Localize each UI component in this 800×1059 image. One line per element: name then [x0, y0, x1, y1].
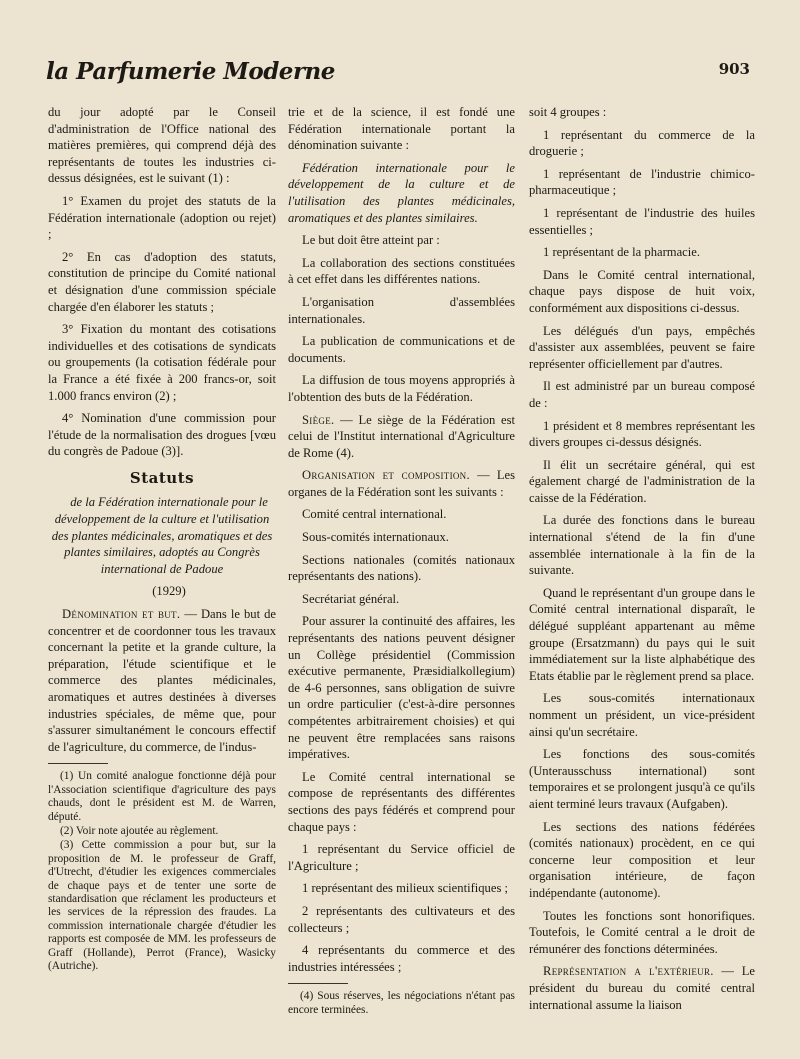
column-2: [288, 104, 515, 1018]
paragraph-text: — Dans le but de concentrer et de coordonner tous les travaux concernant la petite et la grande culture, la préparation, l'étude scientifique et le commerce des plantes médicinales, aromatiques et autres destinées à diverses industries spéciales, de même que, pour s'assurer simultanément le concours effectif de l'agriculture, du commerce, de l'indus-: [48, 607, 276, 754]
paragraph: Quand le représentant d'un groupe dans le Comité central international disparaît, le délégué suppléant appartenant au même groupe (Ersatzmann) du pays qui le suit immédiatement sur la liste alphabétique des Etats établie par le règlement prend sa place.: [529, 585, 755, 683]
paragraph: 1 représentant du Service officiel de l'Agriculture ;: [288, 842, 515, 873]
section-subtitle: de la Fédération internationale pour le développement de la culture et l'utilisation des plantes médicinales, aromatiques et des plantes similaires, adoptés au Congrès international de Padoue: [51, 495, 273, 576]
footnote-rule: [288, 983, 348, 984]
paragraph: Toutes les fonctions sont honorifiques. Toutefois, le Comité central a le droit de rémunérer des fonctions déterminées.: [529, 908, 755, 956]
paragraph-text: — Le président du bureau du comité central international assume la liaison: [529, 964, 755, 1012]
paragraph: Les sections des nations fédérées (comités nationaux) procèdent, en ce qui concerne leur composition et leur organisation intérieure, de façon indépendante (autonome).: [529, 819, 755, 900]
paragraph: Il élit un secrétaire général, qui est également chargé de l'administration de la caisse de la Fédération.: [529, 457, 755, 505]
paragraph: 4° Nomination d'une commission pour l'étude de la normalisation des drogues [vœu du congrès de Padoue (3)].: [48, 411, 276, 459]
footnote: (1) Un comité analogue fonctionne déjà pour l'Association scientifique d'agriculture des pays chauds, dont le président est M. de Warren, député.: [48, 770, 276, 823]
footnotes: [288, 990, 515, 1017]
run-in-label: Représentation a l'extérieur.: [543, 964, 714, 979]
paragraph: soit 4 groupes :: [529, 105, 607, 119]
run-in-label: Siège.: [302, 412, 335, 427]
paragraph: trie et de la science, il est fondé une Fédération internationale portant la dénomination suivante :: [288, 105, 515, 153]
paragraph: Sous-comités internationaux.: [302, 530, 449, 545]
paragraph: Fédération internationale pour le développement de la culture et de l'utilisation des plantes médicinales, aromatiques et des plantes similaires.: [288, 160, 515, 225]
section-year: (1929): [152, 584, 186, 599]
paragraph: du jour adopté par le Conseil d'administration de l'Office national des matières premières, qui comprend déjà des représentants de toutes les industries ci-dessus désignées, est le suivant (1) :: [48, 105, 276, 186]
paragraph: 2° En cas d'adoption des statuts, constitution de principe du Comité national et désignation d'une commission spéciale chargée d'en élaborer les statuts ;: [48, 249, 276, 314]
paragraph: 1 représentant des milieux scientifiques ;: [302, 881, 508, 896]
paragraph: 2 représentants des cultivateurs et des collecteurs ;: [288, 903, 515, 935]
run-in-label: Dénomination et but.: [62, 607, 181, 622]
paragraph: [288, 412, 515, 462]
paragraph: 4 représentants du commerce et des industries intéressées ;: [288, 943, 515, 974]
paragraph: Le Comité central international se compose de représentants des différentes sections des pays fédérés et comprend pour chaque pays :: [288, 769, 515, 834]
footnotes: [48, 770, 276, 973]
paragraph: 1 représentant du commerce de la droguerie ;: [529, 127, 755, 159]
footnote: (2) Voir note ajoutée au règlement.: [60, 825, 219, 837]
paragraph: La durée des fonctions dans le bureau international s'étend de la fin d'une assemblée internationale à la fin de la suivante.: [529, 513, 755, 578]
paragraph: Les fonctions des sous-comités (Unterausschuss international) sont temporaires et se prolongent jusqu'à ce qu'ils aient terminé leurs travaux (Aufgaben).: [529, 747, 755, 811]
footnote: (4) Sous réserves, les négociations n'étant pas encore terminées.: [288, 990, 515, 1016]
paragraph: Il est administré par un bureau composé de :: [529, 379, 755, 410]
column-1: [48, 104, 276, 974]
paragraph: La publication de communications et de documents.: [288, 334, 515, 365]
paragraph: Les délégués d'un pays, empêchés d'assister aux assemblées, peuvent se faire représenter officiellement par d'autres.: [529, 323, 755, 371]
footnote: (3) Cette commission a pour but, sur la proposition de M. le professeur de Graff, d'Utrecht, d'étudier les exigences commerciales de chaque pays et de tenter une sorte de standardisation que réclament les producteurs et les services de la répression des fraudes. La commission internationale chargée d'étudier les rapports est composée de MM. les professeurs de Graff (Hollande), Perrot (France), Wasicky (Autriche).: [48, 839, 276, 973]
paragraph: [529, 963, 755, 1013]
paragraph: Sections nationales (comités nationaux représentants des nations).: [288, 552, 515, 584]
paragraph: 1° Examen du projet des statuts de la Fédération internationale (adoption ou rejet) ;: [48, 193, 276, 242]
paragraph: [288, 467, 515, 500]
page-number: 903: [718, 60, 750, 78]
paragraph: Pour assurer la continuité des affaires, les représentants des nations peuvent désigner un Collège présidentiel (Commission exécutive permanente, Præsidialkollegium) de 4-6 personnes, sans obligation de suivre un ordre particulier (c'est-à-dire personnes compétentes arbitrairement choisies) et qui ne peuvent être remplacées sans raisons impératives.: [288, 614, 515, 762]
paragraph: 1 président et 8 membres représentant les divers groupes ci-dessus désignés.: [529, 418, 755, 450]
paragraph: Comité central international.: [302, 507, 447, 522]
paragraph: L'organisation d'assemblées internationales.: [288, 294, 515, 326]
paragraph: 3° Fixation du montant des cotisations individuelles et des cotisations de syndicats ou groupements (la cotisation fédérale pour la France a été fixée à 200 francs-or, soit 1.000 francs environ (2) ;: [48, 322, 276, 403]
paragraph: Secrétariat général.: [302, 591, 400, 606]
column-3: [529, 104, 755, 1019]
paragraph: La diffusion de tous moyens appropriés à l'obtention des buts de la Fédération.: [288, 373, 515, 404]
paragraph: 1 représentant de la pharmacie.: [543, 245, 700, 260]
run-in-label: Organisation et composition.: [302, 468, 470, 483]
paragraph: 1 représentant de l'industrie des huiles essentielles ;: [529, 205, 755, 237]
footnote-rule: [48, 763, 108, 764]
paragraph-text: — Les organes de la Fédération sont les suivants :: [288, 468, 515, 499]
paragraph: Les sous-comités internationaux nomment un président, un vice-président ainsi qu'un secrétaire.: [529, 691, 755, 739]
masthead: la Parfumerie Moderne: [46, 58, 335, 85]
paragraph: [48, 606, 276, 755]
paragraph-text: — Le siège de la Fédération est celui de l'Institut international d'Agriculture de Rome (4).: [288, 412, 515, 460]
paragraph: Le but doit être atteint par :: [302, 233, 440, 248]
section-heading: Statuts: [129, 468, 195, 487]
paragraph: Dans le Comité central international, chaque pays dispose de huit voix, conformément aux dispositions ci-dessus.: [529, 267, 755, 315]
paragraph: 1 représentant de l'industrie chimico-pharmaceutique ;: [529, 166, 755, 198]
paragraph: La collaboration des sections constituées à cet effet dans les différentes nations.: [288, 255, 515, 287]
